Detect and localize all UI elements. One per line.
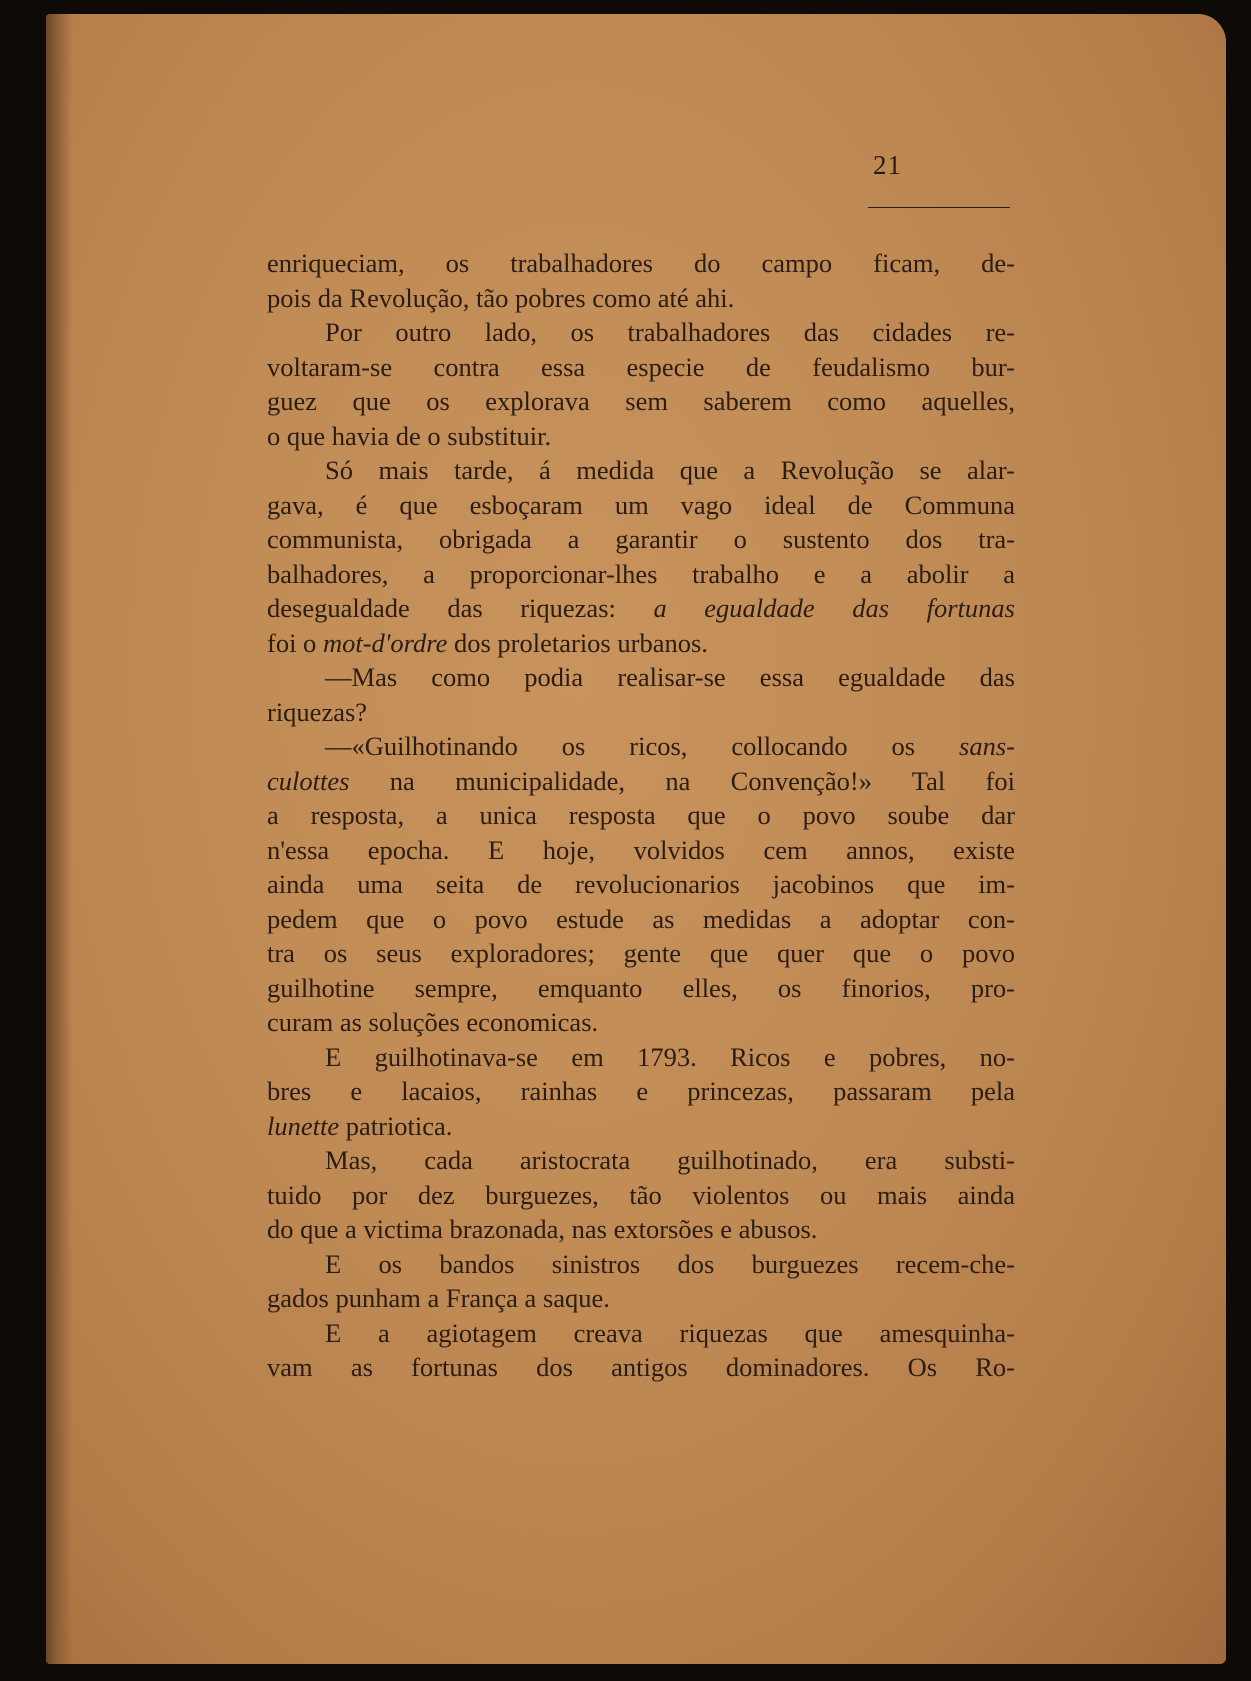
text-line: enriqueciam, os trabalhadores do campo ficam, de- [267,248,1015,278]
text-line: vam as fortunas dos antigos dominadores. Os Ro- [267,1352,1015,1382]
body-text [267,246,1015,1385]
page-number: 21 [873,150,902,180]
text-line: culottes na municipalidade, na Convenção!» Tal foi [267,765,1015,796]
text-line: do que a victima brazonada, nas extorsões e abusos. [267,1214,818,1244]
italic-phrase: sans- [959,731,1015,761]
text-line: lunette patriotica. [267,1110,453,1141]
text-line: guilhotine sempre, emquanto elles, os finorios, pro- [267,972,1015,1003]
text-line: Só mais tarde, á medida que a Revolução se alar- [325,455,1015,485]
text-line: Por outro lado, os trabalhadores das cidades re- [325,317,1015,347]
text-line: E os bandos sinistros dos burguezes recem-che- [325,1248,1015,1279]
header-rule [868,207,1010,208]
text-line: —Mas como podia realisar-se essa egualdade das [325,662,1015,692]
text-line: E guilhotinava-se em 1793. Ricos e pobres, no- [325,1041,1015,1072]
text-line: desegualdade das riquezas: a egualdade das fortunas [267,593,1015,623]
text-line: Mas, cada aristocrata guilhotinado, era substi- [325,1145,1015,1175]
text-line: guez que os explorava sem saberem como aquelles, [267,386,1015,416]
text-line: n'essa epocha. E hoje, volvidos cem annos, existe [267,834,1015,865]
text-line: gados punham a França a saque. [267,1283,610,1313]
text-line: E a agiotagem creava riquezas que amesquinha- [325,1317,1015,1348]
text-line: —«Guilhotinando os ricos, collocando os sans- [325,731,1015,761]
text-line: tra os seus exploradores; gente que quer que o povo [267,938,1015,968]
text-line: gava, é que esboçaram um vago ideal de Communa [267,489,1015,520]
text-line: bres e lacaios, rainhas e princezas, passaram pela [267,1076,1015,1106]
text-line: tuido por dez burguezes, tão violentos ou mais ainda [267,1179,1015,1210]
text-line: a resposta, a unica resposta que o povo soube dar [267,800,1015,830]
italic-phrase: culottes [267,765,350,796]
text-line: riquezas? [267,696,368,727]
text-line: pedem que o povo estude as medidas a adoptar con- [267,903,1015,934]
italic-phrase: mot-d'ordre [322,627,448,658]
text-line: pois da Revolução, tão pobres como até ahi. [267,282,735,313]
text-line: communista, obrigada a garantir o sustento dos tra- [267,524,1015,554]
text-line: curam as soluções economicas. [267,1007,599,1037]
book-page [46,14,1226,1664]
text-line: balhadores, a proporcionar-lhes trabalho e a abolir a [267,558,1015,589]
italic-phrase: lunette [267,1110,340,1141]
page-binding-edge [46,14,72,1664]
text-line: o que havia de o substituir. [267,420,552,451]
text-line: ainda uma seita de revolucionarios jacobinos que im- [267,869,1015,899]
italic-phrase: a egualdade das fortunas [653,593,1015,623]
text-line: foi o mot-d'ordre dos proletarios urbanos. [267,627,708,658]
text-line: voltaram-se contra essa especie de feudalismo bur- [267,351,1015,382]
